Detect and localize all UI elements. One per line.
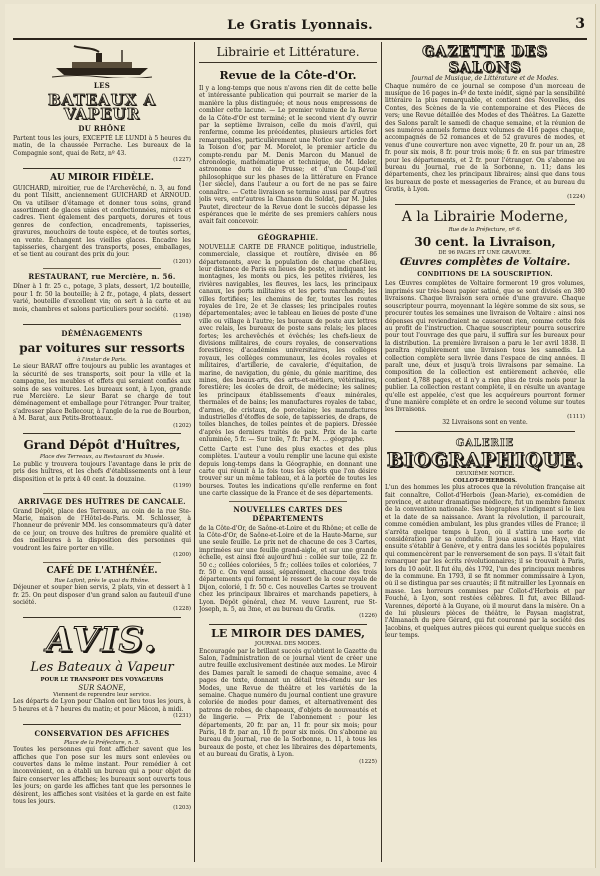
column-1 xyxy=(13,42,191,862)
librairie-title: A la Librairie Moderne, xyxy=(401,209,569,226)
section-title: Librairie et Littérature. xyxy=(199,45,377,63)
steamboat-title: BATEAUX A VAPEUR xyxy=(47,91,157,123)
steamboat-icon xyxy=(52,44,152,78)
divider xyxy=(43,268,161,269)
athenee-ref: (1228) xyxy=(173,606,191,613)
divider xyxy=(395,431,575,432)
revue-title: Revue de la Côte-d'Or. xyxy=(219,69,357,82)
miroir-sub: JOURNAL DES MODES. xyxy=(254,641,322,647)
avis-heading: AVIS. xyxy=(46,619,158,660)
voitures-ref: (1202) xyxy=(173,422,191,429)
galerie-heading: GALERIE xyxy=(455,437,515,449)
steamboat-ref: (1227) xyxy=(173,157,191,164)
nouv-ref: (1226) xyxy=(359,613,377,620)
divider xyxy=(23,168,181,169)
newspaper-title: Le Gratis Lyonnais. xyxy=(227,18,373,33)
voitures-text: Le sieur BARAT offre toujours au public les avantages et la sécurité de ses transports, soit pour la ville et la campagne, les meubles et effets qui seraient confiés aux soins de ses voitures. Les bureaux sont, à Lyon, grande rue Mercière. Le sieur Barat se charge de tout déménagement et emballage pour l'étranger. Pour traiter, s'adresser place Bellecour, à l'angle de la rue de Bourbon, à M. Barat, aux Petits-Brotteaux. xyxy=(13,363,191,423)
divider xyxy=(43,493,161,494)
divider xyxy=(23,724,181,725)
fidele-text: GUICHARD, miroitier, rue de l'Archevêché, n. 3, au fond du pont Tilsitt, anciennement GUICHARD et ARNOUD. On va utiliser d'étamage et donner tous soins, grand assortiment de glaces unies et confectionnées, miroirs et cadres. Tient également des parquets, dorures et tous genres de confection, encadrements, tapisseries, gravures, mouchoirs de toute espèce, et de toutes sortes, en vente. Échangent les vieilles glaces. Encadre les tapisseries, chargent des transports, poses, emballages, et se tient au courant des prix du jour. xyxy=(13,184,191,259)
bio-text: L'un des hommes les plus atroces que la révolution française ait fait connaître, Collot-d'Herbois (Jean-Marie), ex-comédien de province, et auteur dramatique médiocre, fut un membre fameux de la convention nationale. Ses biographes s'indignent si le lieu et la date de sa naissance. Avant la révolution, il parcourait, comme comédien ambulant, les plus grandes villes de France; il s'arrêta quelque temps à Lyon, où il s'attira une sorte de considération par sa conduite. Il joua aussi à La Haye, vint ensuite s'établir à Genève, et y entra dans les sociétés populaires qui commencèrent par le renversement de son pays. Il s'était fait remarquer par les écrits révolutionnaires; il se trouvait à Paris, lors du 10 août. Il fut élu, dès 1792, l'un des principaux membres de la commune. En 1793, il se fit nommer commissaire à Lyon, où il se distingua par ses cruautés; il fit mitrailler les Lyonnais en masse. Les horreurs commises par Collot-d'Herbois et par Fouché, à Lyon, sont restées célèbres. Il fut, avec Billaud-Varennes, déporté à la Guyane, où il mourut dans la misère. On a de lui plusieurs pièces de théâtre, le Paysan magistrat, l'Almanach du père Gérard, qui fut couronné par la société des Jacobins, et quelques autres pièces qui eurent quelque succès en leur temps. xyxy=(385,484,585,640)
voitures-title: par voitures sur ressorts xyxy=(19,340,185,355)
huitres-ref: (1199) xyxy=(173,482,191,489)
conserv-text: Toutes les personnes qui font afficher savent que les affiches que l'on pose sur les murs sont enlevées ou couvertes dans le même instant. Pour remédier à cet inconvénient, on a établi un bureau qui a pour objet de faire conserver les affiches; les bureaux sont ouverts tous les jours; on garde les affiches tant que les personnes le désirent, les affiches sont visitées et la garde en est faite tous les jours. xyxy=(13,746,191,805)
divider xyxy=(23,433,181,434)
saone-title: Les Bateaux à Vapeur xyxy=(30,659,174,675)
saone-sub3: Viennent de reprendre leur service. xyxy=(53,691,151,698)
bio-sub-2: COLLOT-D'HERBOIS. xyxy=(452,477,518,484)
cancale-title: ARRIVAGE DES HUÎTRES DE CANCALE. xyxy=(18,496,186,506)
gazette-sub: Journal de Musique, de Littérature et de Modes. xyxy=(411,75,559,82)
fidele-ref: (1201) xyxy=(173,258,191,265)
steamboat-sub: DU RHÔNE xyxy=(78,124,126,133)
restaurant-text: Dîner à 1 fr. 25 c., potage, 3 plats, dessert, 1/2 bouteille, pour 1 fr. 50 la bouteille; à 2 fr., potage, 4 plats, dessert varié, bouteille d'excellent vin; on sert à la carte et au mois, chambres et salons particuliers pour société. xyxy=(13,283,191,313)
cancale-text: Grand Dépôt, place des Terreaux, au coin de la rue Ste-Marie, maison de l'Hôtel-de-Paris. M. Schlosser, à l'honneur de prévenir MM. les consommateurs qu'à dater de ce jour, on trouve des huîtres de première qualité et des meilleures à la disposition des personnes qui voudront les faire porter en ville. xyxy=(13,507,191,552)
athenee-title: CAFÉ DE L'ATHÉNÉE. xyxy=(46,565,158,576)
steamboat-text: Partent tous les jours, EXCEPTÉ LE LUNDI à 5 heures du matin, de la chaussée Perrache. Les bureaux de la Compagnie sont, quai de Retz, nº 43. xyxy=(13,135,191,157)
column-3 xyxy=(385,42,585,862)
conditions-text: Les Œuvres complètes de Voltaire formeront 19 gros volumes, imprimés sur très-beau papier satiné, que se sont divisés en 380 livraisons. Chaque livraison sera ornée d'une gravure. Chaque souscripteur pourra, moyennant la légère somme de six sous, se procurer toutes les semaines une livraison de Voltaire : ainsi nos dépenses qui reviendraient ne causeront rien, comme cette fois au profit de l'instruction. Chaque souscripteur pourra souscrire pour tout l'ouvrage des que paru, il suffira sur les bureaux pour la distribution. La première livraison a paru le 1er avril 1838. Il paraîtra régulièrement une livraison tous les samedis. La collection complète sera livrée dans l'espace de cinq années. Il paraît une, deux et jusqu'à trois livraisons par semaine. La composition de la collection est entièrement achevée, elle contient 4,788 pages, et il n'y a rien plus de trois mois pour la publier. La collection restant complète, il en résulte un avantage qu'elle est appelée, c'est que les acquéreurs pourront former d'une manière complète et en ordre le second volume sur toutes les livraisons. xyxy=(385,280,585,414)
geo-text-2: Cette Carte est l'une des plus exactes et des plus complètes. L'auteur a voulu remplir une lacune qui existe depuis long-temps dans la Géographie, en donnant une carte qui réunit à la fois tous les objets que l'on désire trouver sur un même tableau, et à la portée de toutes les bourses. Toutes les indications qu'elle renferme en font une carte classique de la France et de ses départements. xyxy=(199,445,377,498)
nouv-text: de la Côte-d'Or, de Saône-et-Loire et du Rhône; et celle de la Côte-d'Or, de Saône-et-Loire et de la Haute-Marne, sur une seule feuille. Le prix net de chacune de ces 3 Cartes, imprimées sur une feuille grand-aigle, et sur une grande échelle, est ainsi fixé aujourd'hui : collée sur toile, 22 fr. 50 c.; collées coloriées, 5 fr.; collées toiles et coloriées, 7 fr. 50 c. On vend aussi, séparément, chacune des trois départements qui forment le ressort de la cour royale de Dijon, colorié, 1 fr. 50 c. Ces nouvelles Cartes se trouvent chez les principaux libraires et marchands papetiers, à Lyon. Dépôt général, chez M. veuve Laurent, rue St-Joseph, n. 5, au 3me, et au bureau du Gratis. xyxy=(199,524,377,613)
huitres-sub: Place des Terreaux, au Restaurant du Musée. xyxy=(39,454,165,461)
bio-sub-1: DEUXIÈME NOTICE. xyxy=(455,470,515,477)
restaurant-title: RESTAURANT, rue Mercière, n. 56. xyxy=(28,272,176,282)
divider xyxy=(209,624,367,625)
miroir-text: Encouragée par le brillant succès qu'obtient le Gazette du Salon, l'administration de ce journal vient de créer une autre feuille exclusivement destinée aux modes. Le Miroir des Dames paraît le samedi de chaque semaine, avec 4 pages de texte, donnant un détail très-étendu sur les Modes, une Revue de théâtre et les variétés de la semaine. Chaque numéro du journal contient une gravure coloriée de modes pour dames, et alternativement des patrons de robes, de chapeaux, d'objets de nouveautés et de lingerie. — Prix de l'abonnement : pour les départements, 20 fr. par an, 11 fr. pour six mois; pour Paris, 18 fr. par an, 10 fr. pour six mois. On s'abonne au bureau du Journal, rue de la Sorbonne, n. 11, à tous les bureaux de poste, et chez les libraires des départements, et au bureau du Gratis, à Lyon. xyxy=(199,647,377,759)
gazette-title: GAZETTE DES SALONS xyxy=(422,44,548,76)
gazette-ref: (1224) xyxy=(567,193,585,200)
nouv-title: NOUVELLES CARTES DES DÉPARTEMENTS xyxy=(233,504,343,523)
fidele-title: AU MIROIR FIDÈLE. xyxy=(50,172,154,183)
column-rule-1 xyxy=(194,42,195,862)
column-rule-2 xyxy=(381,42,382,862)
huitres-text: Le public y trouvera toujours l'avantage dans le prix de pris des huîtres, et les chefs d'établissements ont à leur disposition et le prix à 40 cent. la douzaine. xyxy=(13,460,191,483)
saone-text: Les départs de Lyon pour Chalon ont lieu tous les jours, à 5 heures et à 7 heures du matin; et pour Mâcon, à midi. xyxy=(13,698,191,713)
miroir-title: LE MIROIR DES DAMES, xyxy=(211,627,365,640)
conditions-foot: 32 Livraisons sont en vente. xyxy=(442,419,528,427)
athenee-sub: Rue Lafont, près le quai du Rhône. xyxy=(54,577,150,584)
gazette-text: Chaque numéro de ce journal se compose d'un morceau de musique de 16 pages in-4º de texte inédit, signé par la sensibilité littéraire la plus remarquable, et contient des Nouvelles, des Contes, des Scènes de la vie contemporaine et des Pièces de vers; une Revue détaillée des Modes et des Théâtres. La Gazette des Salons paraît le samedi de chaque semaine, et la réunion de ses numéros annuels forme deux volumes de 416 pages chaque, accompagnés de 52 romances et de 52 gravures de modes, et venus d'une couverture non avec vignette, 20 fr. pour un an, 28 fr. pour six mois, 8 fr. pour trois mois; 6 fr. en sus par trimestre pour les départements, et 2 fr. pour l'étranger. On s'abonne au bureau du Journal, rue de la Sorbonne, n. 11; dans les départements, chez les principaux libraires; ainsi que dans tous les bureaux de poste et messageries de France, et au bureau du Gratis, à Lyon. xyxy=(385,82,585,194)
conserv-sub: Place de la Préfecture, n. 5. xyxy=(64,739,140,746)
divider xyxy=(229,229,347,230)
conditions-title: CONDITIONS DE LA SOUSCRIPTION. xyxy=(417,271,553,279)
geo-text: NOUVELLE CARTE DE FRANCE politique, industrielle, commerciale, classique et routière, divisée en 86 départements, avec la population de chaque chef-lieu, leur distance de Paris en lieues de poste, et indiquant les montagnes, les monts ou pics, les petites rivières, les rivières navigables, les fleuves, les lacs, les principaux canaux, les ports militaires et les ports marchands; les villes fortifiées; les chemins de fer, toutes les routes royales de 1re, 2e et 3e classes; les principales routes départementales; avec le tableau en lieues de poste d'une ville ou village à l'autre; les bureaux de poste aux lettres avec relais, les bureaux de poste sans relais; les places fortes; les archevêchés et évêchés; les chefs-lieux de divisions militaires, de cours royales, de conservations forestières; d'académies universitaires, les collèges royaux, les collèges communaux, les écoles royales et militaires, d'artillerie, de cavalerie, d'équitation, de marine, de navigation, du génie, du génie maritime, des mines, des beaux-arts, des arts-et-métiers, vétérinaires, forestière; les écoles de droit, de médecine; les salines; les principaux établissements d'eaux minérales, thermales et de bains; les manufactures royales de tabac, d'armes, de cristaux, de porcelaine; les manufactures industrielles d'étoffes de soie, de tapisseries, de draps, de toiles blanches, de toiles peintes et de papiers. Dressée d'après les derniers traités de paix. Prix de la carte enluminée, 5 fr. — Sur toile, 7 fr. Par M. ... géographe. xyxy=(199,243,377,444)
voitures-sub: à l'instar de Paris. xyxy=(77,356,127,363)
column-2 xyxy=(199,42,377,862)
livraison-price: 30 cent. la Livraison, xyxy=(414,234,556,249)
steamboat-les: LES xyxy=(93,81,111,90)
librairie-sub: Rue de la Préfecture, nº 6. xyxy=(448,227,522,234)
restaurant-ref: (1198) xyxy=(173,313,191,320)
page-number: 3 xyxy=(575,16,585,32)
cancale-ref: (1200) xyxy=(173,551,191,558)
page-header xyxy=(13,14,587,40)
oeuvres-title: Œuvres complètes de Voltaire. xyxy=(399,257,571,269)
miroir-ref: (1225) xyxy=(359,758,377,765)
conserv-title: CONSERVATION DES AFFICHES xyxy=(34,728,170,738)
conserv-ref: (1203) xyxy=(173,805,191,812)
conditions-ref: (1111) xyxy=(567,413,585,420)
athenee-text: Déjeuner et souper bien servis, 2 plats, vin et dessert à 1 fr. 25. On peut disposer d'un grand salon au fauteuil d'une société. xyxy=(13,584,191,606)
newspaper-page xyxy=(5,4,596,868)
saone-sub1: POUR LE TRANSPORT DES VOYAGEURS xyxy=(40,676,164,683)
revue-text: Il y a long-temps que nous n'avons rien dit de cette belle et intéressante publication qui pourrait se marier de la manière la plus distinguée; et nous nous empressons de combler cette lacune. — Le premier volume de la Revue de la Côte-d'Or est terminé; et le second vient d'y ouvrir par la septième livraison, celle du mois d'avril, qui renferme, comme les précédentes, plusieurs articles fort remarquables, particulièrement une Notice sur l'ordre de la Toison d'or, par M. Morelot, le premier article du compte-rendu par M. Denis Marcon du Manuel de chronologie, mathématique et technique, de M. Ideler, astronome du roi de Prusse; et d'un Coup-d'œil philosophique sur les phases de la littérature en France (1er siècle), dans l'auteur a ou fort de ne pas se faire connaître. — Cette livraison se termine aussi par d'autres jolis vers, entr'autres la Chanson du Soldat, par M. Jules Pautet, directeur de la Revue dont le succès dépasse les espérances que le mérite de ses premiers cahiers nous avait fait concevoir. xyxy=(199,85,377,226)
divider xyxy=(43,562,161,563)
demenagements-label: DÉMÉNAGEMENTS xyxy=(61,328,143,338)
divider xyxy=(395,204,575,205)
steamboat-ad xyxy=(13,44,191,164)
biographique-heading: BIOGRAPHIQUE. xyxy=(386,448,584,471)
livraison-price-sub: DE 96 PAGES ET UNE GRAVURE. xyxy=(438,249,532,256)
divider xyxy=(23,324,181,325)
geo-title: GÉOGRAPHIE. xyxy=(257,232,319,242)
divider xyxy=(23,617,181,618)
huitres-title: Grand Dépôt d'Huîtres, xyxy=(23,438,181,453)
saone-ref: (1231) xyxy=(173,712,191,719)
saone-sub2: SUR SAONE, xyxy=(78,683,126,692)
divider xyxy=(229,501,347,502)
